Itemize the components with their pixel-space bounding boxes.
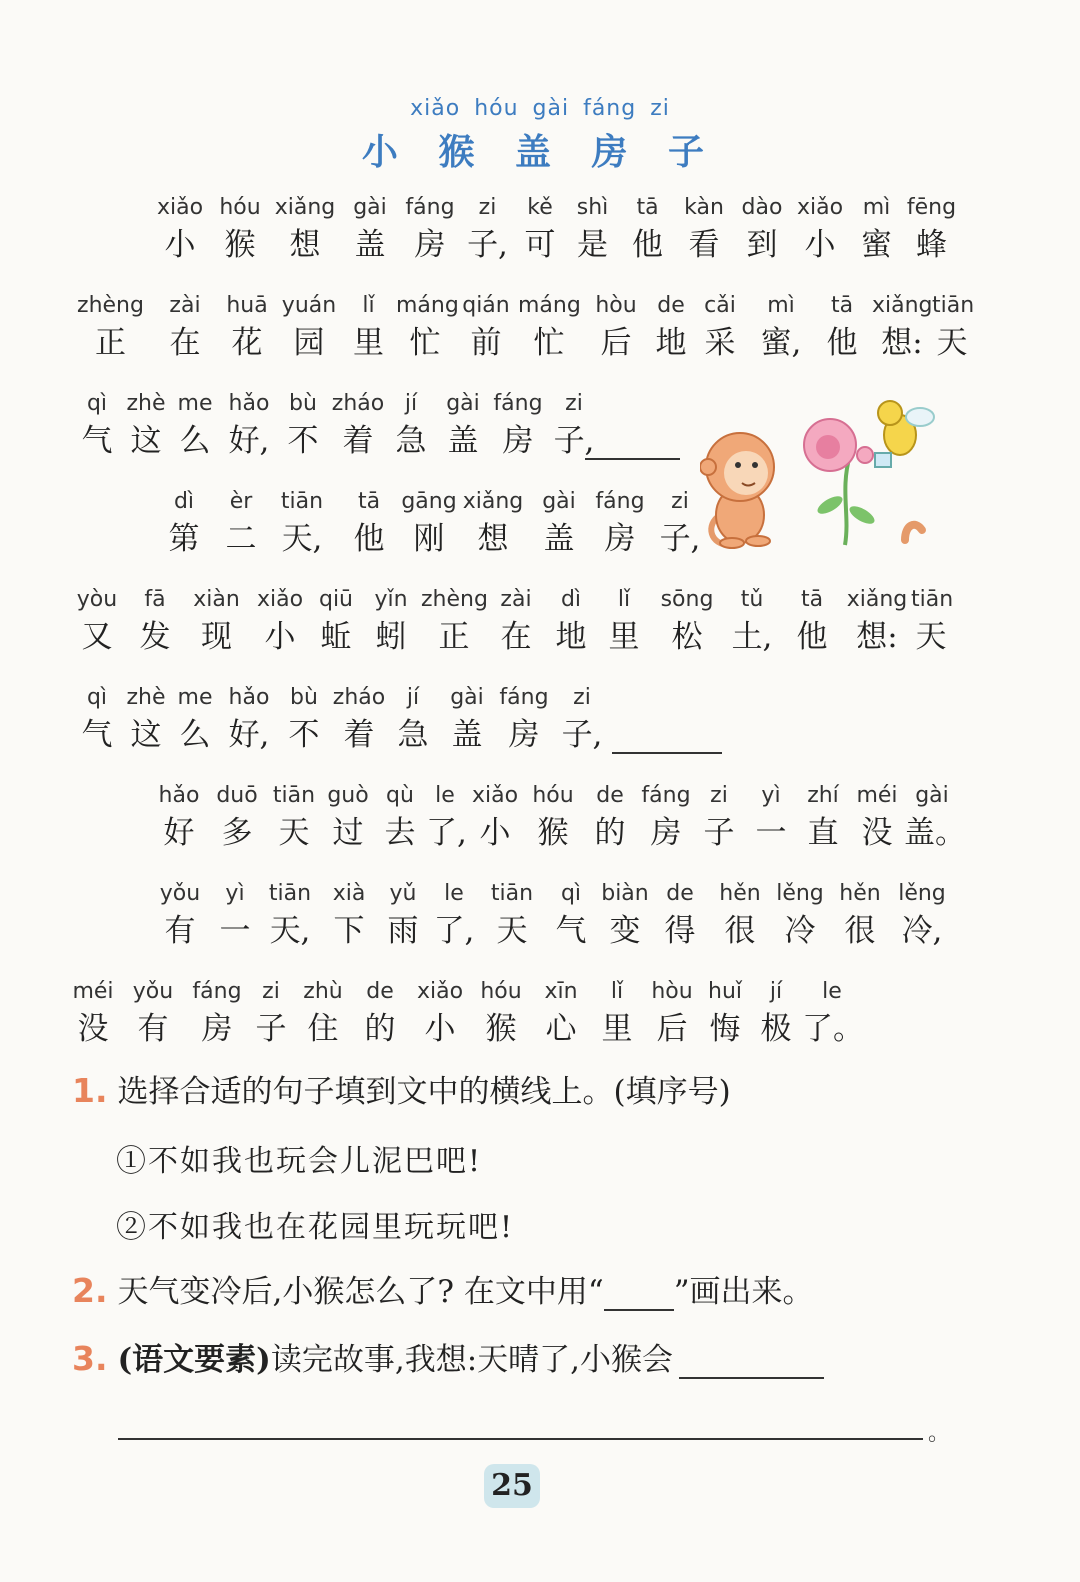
pinyin-syllable: yǒu bbox=[159, 881, 201, 906]
pinyin-syllable: tiān bbox=[280, 489, 324, 514]
hanzi-character: 这 bbox=[130, 717, 162, 753]
hanzi-row bbox=[150, 222, 959, 264]
pinyin-syllable: qì bbox=[86, 391, 108, 416]
hanzi-character: 房 bbox=[604, 521, 636, 557]
hanzi-character: 气 bbox=[81, 717, 113, 753]
pinyin-syllable: zhè bbox=[126, 391, 166, 416]
pinyin-syllable: fēng bbox=[906, 195, 957, 220]
pinyin-syllable: yuán bbox=[281, 293, 337, 318]
pinyin-syllable: hǎo bbox=[228, 391, 270, 416]
hanzi-character: 他 bbox=[826, 325, 858, 361]
hanzi-character: 盖。 bbox=[904, 815, 966, 851]
pinyin-syllable: de bbox=[596, 783, 624, 808]
hanzi-character: 的 bbox=[364, 1011, 396, 1047]
hanzi-character: 的 bbox=[594, 815, 626, 851]
hanzi-character: 好, bbox=[228, 423, 270, 459]
pinyin-syllable: zháo bbox=[331, 391, 385, 416]
pinyin-syllable: fáng bbox=[641, 783, 691, 808]
text-line-1 bbox=[150, 190, 959, 264]
hanzi-character: 土, bbox=[731, 619, 773, 655]
hanzi-character: 子, bbox=[553, 423, 595, 459]
pinyin-row bbox=[152, 484, 710, 514]
hanzi-character: 着 bbox=[343, 717, 375, 753]
hanzi-character: 地 bbox=[555, 619, 587, 655]
hanzi-character: 花 bbox=[231, 325, 263, 361]
hanzi-character: 猴 bbox=[537, 815, 569, 851]
pinyin-syllable: dì bbox=[560, 587, 582, 612]
pinyin-syllable: hóu bbox=[480, 979, 522, 1004]
pinyin-syllable: fáng bbox=[405, 195, 455, 220]
hanzi-character: 后 bbox=[600, 325, 632, 361]
text-line-9 bbox=[68, 974, 862, 1048]
hanzi-character: 前 bbox=[470, 325, 502, 361]
pinyin-syllable: xiǎo bbox=[156, 195, 204, 220]
pinyin-syllable: tiān bbox=[490, 881, 534, 906]
hanzi-character: 么 bbox=[179, 423, 211, 459]
pinyin-syllable: máng bbox=[396, 293, 459, 318]
hanzi-row bbox=[68, 320, 972, 362]
hanzi-character: 下 bbox=[333, 913, 365, 949]
pinyin-syllable: tā bbox=[357, 489, 381, 514]
fill-blank-1[interactable] bbox=[585, 450, 680, 460]
pinyin-syllable: zài bbox=[500, 587, 532, 612]
pinyin-syllable: zi bbox=[478, 195, 497, 220]
option-1: ①不如我也玩会儿泥巴吧! bbox=[116, 1144, 483, 1179]
hanzi-character: 子 bbox=[703, 815, 735, 851]
pinyin-syllable: zi bbox=[573, 685, 591, 710]
pinyin-row bbox=[72, 680, 612, 710]
option-2: ②不如我也在花园里玩玩吧! bbox=[116, 1210, 515, 1245]
pinyin-syllable: de bbox=[666, 881, 694, 906]
hanzi-character: 多 bbox=[221, 815, 253, 851]
pinyin-syllable: xiǎng bbox=[846, 587, 908, 612]
pinyin-syllable: hóu bbox=[219, 195, 261, 220]
hanzi-character: 不 bbox=[288, 717, 320, 753]
hanzi-character: 可 bbox=[524, 227, 556, 263]
hanzi-character: 小 bbox=[804, 227, 836, 263]
fill-blank-2[interactable] bbox=[612, 744, 722, 754]
pinyin-syllable: gài bbox=[450, 685, 484, 710]
pinyin-syllable: zhèng bbox=[77, 293, 144, 318]
question-3 bbox=[72, 1334, 824, 1379]
hanzi-character: 子, bbox=[467, 227, 508, 263]
hanzi-character: 是 bbox=[577, 227, 608, 263]
monkey-bee-illustration bbox=[700, 395, 945, 555]
hanzi-character: 有 bbox=[137, 1011, 169, 1047]
question-2 bbox=[72, 1266, 814, 1311]
hanzi-character: 直 bbox=[807, 815, 839, 851]
pinyin-syllable: yì bbox=[761, 783, 781, 808]
hanzi-character: 心 bbox=[545, 1011, 577, 1047]
hanzi-character: 气 bbox=[555, 913, 587, 949]
hanzi-character: 到 bbox=[746, 227, 778, 263]
hanzi-character: 冷 bbox=[784, 913, 816, 949]
hanzi-character: 变 bbox=[609, 913, 641, 949]
hanzi-character: 蜂 bbox=[916, 227, 947, 263]
hanzi-character: 小 bbox=[424, 1011, 456, 1047]
hanzi-character: 猴 bbox=[224, 227, 256, 263]
monkey-icon bbox=[700, 433, 774, 548]
question-text: 选择合适的句子填到文中的横线上。(填序号) bbox=[117, 1074, 731, 1110]
pinyin-syllable: fā bbox=[144, 587, 166, 612]
pinyin-syllable: dì bbox=[173, 489, 195, 514]
text-line-7 bbox=[150, 778, 966, 852]
bee-icon bbox=[875, 401, 934, 467]
question-text: 读完故事,我想:天晴了,小猴会 bbox=[270, 1342, 673, 1378]
pinyin-syllable: xià bbox=[332, 881, 366, 906]
pinyin-syllable: xiǎng bbox=[872, 293, 933, 318]
hanzi-character: 房 bbox=[650, 815, 682, 851]
pinyin-row bbox=[68, 974, 862, 1004]
answer-line[interactable] bbox=[118, 1438, 923, 1440]
pinyin-syllable: hěn bbox=[839, 881, 881, 906]
hanzi-character: 蚓 bbox=[375, 619, 407, 655]
question-text: 天气变冷后,小猴怎么了? 在文中用“ bbox=[117, 1274, 604, 1310]
pinyin-syllable: xiǎo bbox=[471, 783, 519, 808]
hanzi-character: 子, bbox=[561, 717, 603, 753]
pinyin-syllable: bù bbox=[289, 391, 317, 416]
hanzi-character: 天 bbox=[278, 815, 310, 851]
pinyin-syllable: zi bbox=[262, 979, 280, 1004]
question-1 bbox=[72, 1066, 731, 1111]
hanzi-character: 正 bbox=[438, 619, 470, 655]
pinyin-syllable: gài bbox=[353, 195, 387, 220]
hanzi-character: 蜜, bbox=[760, 325, 802, 361]
hanzi-character: 得 bbox=[664, 913, 696, 949]
hanzi-character: 蚯 bbox=[320, 619, 352, 655]
hanzi-row bbox=[68, 1006, 862, 1048]
hanzi-row bbox=[150, 810, 966, 852]
pinyin-syllable: hòu bbox=[651, 979, 693, 1004]
hanzi-character: 很 bbox=[724, 913, 756, 949]
pinyin-syllable: tǔ bbox=[740, 587, 764, 612]
hanzi-character: 有 bbox=[164, 913, 196, 949]
hanzi-character: 他 bbox=[353, 521, 385, 557]
hanzi-character: 住 bbox=[307, 1011, 339, 1047]
pinyin-syllable: xiǎo bbox=[256, 587, 304, 612]
hanzi-character: 冷, bbox=[901, 913, 943, 949]
hanzi-character: 急 bbox=[397, 717, 429, 753]
hanzi-character: 房 bbox=[414, 227, 446, 263]
pinyin-syllable: xiǎo bbox=[796, 195, 844, 220]
hanzi-character: 小 bbox=[479, 815, 511, 851]
answer-blank[interactable] bbox=[604, 1279, 674, 1311]
pinyin-syllable: qì bbox=[86, 685, 108, 710]
hanzi-character: 发 bbox=[139, 619, 171, 655]
pinyin-syllable: zhù bbox=[303, 979, 343, 1004]
pinyin-syllable: xiàn bbox=[193, 587, 240, 612]
pinyin-syllable: lěng bbox=[776, 881, 824, 906]
pinyin-syllable: máng bbox=[518, 293, 581, 318]
hanzi-character: 盖 bbox=[447, 423, 479, 459]
pinyin-syllable: kàn bbox=[684, 195, 724, 220]
pinyin-syllable: guò bbox=[327, 783, 369, 808]
hanzi-character: 里 bbox=[353, 325, 384, 361]
pinyin-syllable: hǎo bbox=[228, 685, 270, 710]
hanzi-character: 了, bbox=[433, 913, 475, 949]
pinyin-syllable: fáng bbox=[499, 685, 549, 710]
question-number: 1. bbox=[72, 1071, 108, 1110]
pinyin-syllable: le bbox=[435, 783, 455, 808]
hanzi-character: 他 bbox=[632, 227, 663, 263]
pinyin-syllable: duō bbox=[216, 783, 258, 808]
hanzi-character: 在 bbox=[500, 619, 532, 655]
pinyin-row bbox=[72, 386, 604, 416]
pinyin-syllable: zháo bbox=[332, 685, 386, 710]
pinyin-syllable: tā bbox=[636, 195, 659, 220]
pinyin-syllable: tiān bbox=[268, 881, 312, 906]
hanzi-row bbox=[150, 908, 952, 950]
hanzi-character: 想: bbox=[856, 619, 898, 655]
hanzi-character: 急 bbox=[395, 423, 427, 459]
title-hanzi: 小 猴 盖 房 子 bbox=[361, 132, 719, 173]
hanzi-character: 天, bbox=[281, 521, 323, 557]
hanzi-character: 着 bbox=[342, 423, 374, 459]
hanzi-character: 正 bbox=[95, 325, 126, 361]
hanzi-character: 去 bbox=[384, 815, 416, 851]
pinyin-syllable: gài bbox=[446, 391, 480, 416]
text-line-3 bbox=[72, 386, 604, 460]
earthworm-icon bbox=[905, 525, 922, 540]
pinyin-syllable: lěng bbox=[898, 881, 946, 906]
pinyin-row bbox=[150, 876, 952, 906]
text-line-2 bbox=[68, 288, 975, 362]
hanzi-character: 又 bbox=[81, 619, 113, 655]
pinyin-syllable: méi bbox=[856, 783, 898, 808]
hanzi-character: 忙 bbox=[533, 325, 565, 361]
pinyin-syllable: bù bbox=[290, 685, 318, 710]
pinyin-syllable: kě bbox=[527, 195, 553, 220]
pinyin-syllable: le bbox=[444, 881, 464, 906]
pinyin-syllable: tiān bbox=[911, 587, 954, 612]
hanzi-character: 想 bbox=[289, 227, 321, 263]
hanzi-character: 里 bbox=[608, 619, 640, 655]
pinyin-syllable: èr bbox=[229, 489, 253, 514]
pinyin-syllable: yǔ bbox=[389, 881, 417, 906]
pinyin-syllable: mì bbox=[862, 195, 891, 220]
hanzi-character: 第 bbox=[168, 521, 200, 557]
hanzi-character: 不 bbox=[287, 423, 319, 459]
hanzi-character: 小 bbox=[264, 619, 296, 655]
pinyin-syllable: le bbox=[822, 979, 842, 1004]
pinyin-syllable: huǐ bbox=[708, 979, 742, 1004]
hanzi-character: 房 bbox=[502, 423, 534, 459]
pinyin-syllable: tiān bbox=[932, 293, 975, 318]
pinyin-syllable: lǐ bbox=[362, 293, 375, 318]
hanzi-character: 二 bbox=[225, 521, 257, 557]
pinyin-syllable: me bbox=[177, 685, 213, 710]
question-number: 3. bbox=[72, 1339, 108, 1378]
hanzi-character: 好, bbox=[228, 717, 270, 753]
pinyin-syllable: zi bbox=[671, 489, 689, 514]
hanzi-character: 天 bbox=[936, 325, 968, 361]
hanzi-character: 天 bbox=[915, 619, 947, 655]
pinyin-syllable: xiǎo bbox=[416, 979, 464, 1004]
text-line-8 bbox=[150, 876, 952, 950]
pinyin-row bbox=[68, 582, 954, 612]
pinyin-row bbox=[150, 190, 959, 220]
hanzi-character: 没 bbox=[77, 1011, 109, 1047]
hanzi-character: 悔 bbox=[709, 1011, 741, 1047]
pinyin-syllable: xiǎng bbox=[462, 489, 524, 514]
pinyin-syllable: jí bbox=[769, 979, 783, 1004]
hanzi-row bbox=[72, 418, 604, 460]
hanzi-character: 盖 bbox=[543, 521, 575, 557]
pinyin-row bbox=[68, 288, 975, 318]
text-line-5 bbox=[68, 582, 954, 656]
hanzi-character: 房 bbox=[508, 717, 540, 753]
pinyin-syllable: zài bbox=[169, 293, 201, 318]
pinyin-syllable: fáng bbox=[493, 391, 543, 416]
hanzi-character: 么 bbox=[179, 717, 211, 753]
pinyin-syllable: jí bbox=[406, 685, 420, 710]
pinyin-syllable: de bbox=[657, 293, 685, 318]
pinyin-syllable: lǐ bbox=[617, 587, 631, 612]
hanzi-character: 这 bbox=[130, 423, 162, 459]
pinyin-syllable: hěn bbox=[719, 881, 761, 906]
pinyin-syllable: zhí bbox=[807, 783, 839, 808]
hanzi-character: 松 bbox=[671, 619, 703, 655]
hanzi-character: 想 bbox=[477, 521, 509, 557]
pinyin-syllable: fáng bbox=[192, 979, 242, 1004]
pinyin-syllable: gài bbox=[915, 783, 949, 808]
hanzi-character: 园 bbox=[293, 325, 325, 361]
hanzi-character: 猴 bbox=[485, 1011, 517, 1047]
pinyin-syllable: gài bbox=[542, 489, 576, 514]
pinyin-row bbox=[150, 778, 960, 808]
pinyin-syllable: xiǎng bbox=[274, 195, 336, 220]
hanzi-character: 子, bbox=[659, 521, 701, 557]
hanzi-character: 一 bbox=[219, 913, 251, 949]
flower-icon bbox=[804, 419, 877, 545]
hanzi-character: 地 bbox=[655, 325, 687, 361]
text-line-6 bbox=[72, 680, 612, 754]
pinyin-syllable: zhèng bbox=[421, 587, 488, 612]
hanzi-character: 采 bbox=[704, 325, 736, 361]
pinyin-syllable: tā bbox=[830, 293, 854, 318]
pinyin-syllable: qì bbox=[560, 881, 582, 906]
hanzi-character: 好 bbox=[163, 815, 195, 851]
hanzi-character: 盖 bbox=[451, 717, 483, 753]
hanzi-character: 天 bbox=[496, 913, 528, 949]
pinyin-syllable: hóu bbox=[532, 783, 574, 808]
hanzi-character: 想: bbox=[881, 325, 923, 361]
pinyin-syllable: zi bbox=[710, 783, 728, 808]
hanzi-character: 现 bbox=[201, 619, 232, 655]
hanzi-character: 一 bbox=[755, 815, 787, 851]
hanzi-character: 看 bbox=[688, 227, 720, 263]
pinyin-syllable: xīn bbox=[544, 979, 578, 1004]
hanzi-character: 忙 bbox=[409, 325, 441, 361]
hanzi-character: 里 bbox=[601, 1011, 633, 1047]
question-tag: (语文要素) bbox=[117, 1342, 271, 1378]
hanzi-character: 雨 bbox=[387, 913, 419, 949]
hanzi-character: 了, bbox=[426, 815, 467, 851]
pinyin-syllable: yì bbox=[225, 881, 245, 906]
pinyin-syllable: zi bbox=[565, 391, 583, 416]
hanzi-character: 小 bbox=[164, 227, 196, 263]
hanzi-character: 刚 bbox=[413, 521, 445, 557]
pinyin-syllable: tā bbox=[800, 587, 824, 612]
pinyin-syllable: huā bbox=[226, 293, 268, 318]
hanzi-character: 过 bbox=[332, 815, 364, 851]
pinyin-syllable: qù bbox=[386, 783, 414, 808]
pinyin-syllable: tiān bbox=[272, 783, 316, 808]
text-line-4 bbox=[152, 484, 710, 558]
hanzi-character: 很 bbox=[844, 913, 876, 949]
pinyin-syllable: de bbox=[366, 979, 394, 1004]
pinyin-syllable: lǐ bbox=[610, 979, 624, 1004]
pinyin-syllable: gāng bbox=[401, 489, 457, 514]
pinyin-syllable: méi bbox=[72, 979, 114, 1004]
hanzi-character: 没 bbox=[861, 815, 893, 851]
hanzi-character: 蜜 bbox=[861, 227, 892, 263]
pinyin-syllable: zhè bbox=[126, 685, 166, 710]
pinyin-syllable: yǐn bbox=[374, 587, 408, 612]
pinyin-syllable: me bbox=[177, 391, 213, 416]
hanzi-row bbox=[72, 712, 612, 754]
hanzi-character: 极 bbox=[760, 1011, 792, 1047]
hanzi-character: 在 bbox=[169, 325, 201, 361]
pinyin-syllable: hǎo bbox=[158, 783, 200, 808]
hanzi-character: 后 bbox=[656, 1011, 688, 1047]
hanzi-character: 他 bbox=[796, 619, 828, 655]
question-number: 2. bbox=[72, 1271, 108, 1310]
pinyin-syllable: mì bbox=[767, 293, 795, 318]
title-pinyin: xiǎo hóu gài fáng zi bbox=[410, 96, 670, 121]
hanzi-character: 子 bbox=[255, 1011, 287, 1047]
pinyin-syllable: qiū bbox=[318, 587, 354, 612]
hanzi-character: 了。 bbox=[802, 1011, 864, 1047]
hanzi-character: 气 bbox=[81, 423, 113, 459]
pinyin-syllable: cǎi bbox=[704, 293, 736, 318]
pinyin-syllable: jí bbox=[404, 391, 418, 416]
question-text-end: ”画出来。 bbox=[673, 1274, 814, 1310]
hanzi-row bbox=[152, 516, 710, 558]
pinyin-syllable: dào bbox=[741, 195, 783, 220]
pinyin-syllable: qián bbox=[462, 293, 510, 318]
hanzi-character: 房 bbox=[201, 1011, 233, 1047]
pinyin-syllable: biàn bbox=[601, 881, 649, 906]
hanzi-character: 天, bbox=[269, 913, 311, 949]
pinyin-syllable: yòu bbox=[76, 587, 118, 612]
pinyin-syllable: hòu bbox=[595, 293, 637, 318]
hanzi-row bbox=[68, 614, 951, 656]
pinyin-syllable: shì bbox=[576, 195, 609, 220]
answer-end-mark: 。 bbox=[928, 1421, 951, 1446]
page-number: 25 bbox=[484, 1464, 540, 1508]
pinyin-syllable: fáng bbox=[595, 489, 645, 514]
hanzi-character: 盖 bbox=[354, 227, 386, 263]
pinyin-syllable: sōng bbox=[660, 587, 714, 612]
pinyin-syllable: yǒu bbox=[132, 979, 174, 1004]
answer-blank[interactable] bbox=[679, 1343, 824, 1379]
